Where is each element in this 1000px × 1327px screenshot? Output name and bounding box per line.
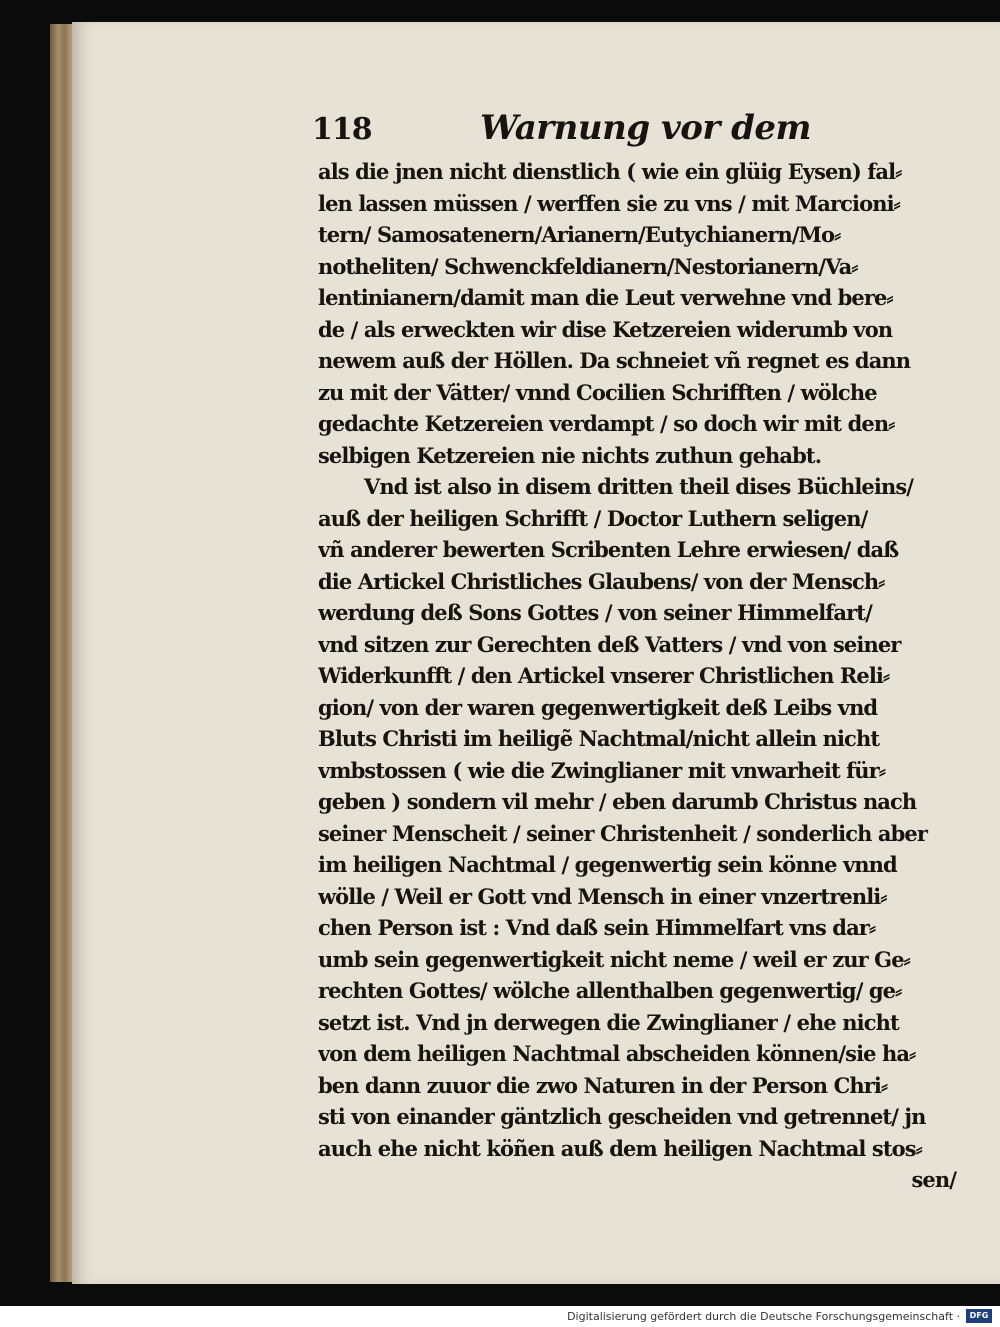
paragraph-start-line: Vnd ist also in disem dritten theil dises Büchleins/ [364, 474, 914, 499]
text-line: als die jnen nicht dienstlich ( wie ein glüig Eysen) fal⸗ [318, 159, 902, 184]
dfg-logo-icon: DFG [966, 1309, 992, 1323]
text-line: setzt ist. Vnd jn derwegen die Zwinglianer / ehe nicht [318, 1009, 899, 1035]
text-line: auß der heiligen Schrifft / Doctor Luthern seligen/ [318, 505, 868, 531]
footer-credit: Digitalisierung gefördert durch die Deutsche Forschungsgemeinschaft · [567, 1310, 960, 1323]
running-title: Warnung vor dem [480, 108, 812, 148]
text-line: chen Person ist : Vnd daß sein Himmelfart vns dar⸗ [318, 915, 876, 940]
page-number: 118 [312, 112, 372, 147]
text-line: umb sein gegenwertigkeit nicht neme / weil er zur Ge⸗ [318, 946, 910, 972]
text-line: wölle / Weil er Gott vnd Mensch in einer vnzertrenli⸗ [318, 883, 887, 909]
text-line: notheliten/ Schwenckfeldianern/Nestorianern/Va⸗ [318, 253, 858, 279]
text-line: gion/ von der waren gegenwertigkeit deß Leibs vnd [318, 694, 878, 720]
text-line: vnd sitzen zur Gerechten deß Vatters / vnd von seiner [318, 631, 901, 657]
text-line: gedachte Ketzereien verdampt / so doch wir mit den⸗ [318, 411, 895, 436]
text-line: lentinianern/damit man die Leut verwehne vnd bere⸗ [318, 285, 893, 310]
text-line: sti von einander gäntzlich gescheiden vnd getrennet/ jn [318, 1104, 926, 1129]
text-line: werdung deß Sons Gottes / von seiner Himmelfart/ [318, 600, 872, 625]
text-line: seiner Menscheit / seiner Christenheit / sonderlich aber [318, 820, 928, 846]
book-page-edge [50, 24, 74, 1282]
text-line: len lassen müssen / werffen sie zu vns / mit Marcioni⸗ [318, 190, 900, 216]
text-line: geben ) sondern vil mehr / eben darumb Christus nach [318, 789, 917, 814]
text-line: von dem heiligen Nachtmal abscheiden können/sie ha⸗ [318, 1041, 916, 1066]
text-line: tern/ Samosatenern/Arianern/Eutychianern/Mo⸗ [318, 222, 841, 247]
text-line: de / als erweckten wir dise Ketzereien widerumb von [318, 316, 893, 342]
text-line: zu mit der Vätter/ vnnd Cocilien Schrifften / wölche [318, 379, 877, 405]
digitization-footer [0, 1306, 1000, 1327]
text-line: ben dann zuuor die zwo Naturen in der Person Chri⸗ [318, 1072, 888, 1098]
text-line: selbigen Ketzereien nie nichts zuthun gehabt. [318, 442, 822, 468]
text-line: rechten Gottes/ wölche allenthalben gegenwertig/ ge⸗ [318, 978, 902, 1003]
text-line: auch ehe nicht köñen auß dem heiligen Nachtmal stos⸗ [318, 1135, 922, 1161]
page-header [312, 104, 832, 154]
catchword-line: sen/ [911, 1167, 956, 1192]
text-line: vmbstossen ( wie die Zwinglianer mit vnwarheit für⸗ [318, 757, 885, 783]
text-line: Bluts Christi im heiligẽ Nachtmal/nicht allein nicht [318, 726, 880, 751]
text-line: die Artickel Christliches Glaubens/ von der Mensch⸗ [318, 568, 885, 594]
text-line: vñ anderer bewerten Scribenten Lehre erwiesen/ daß [318, 537, 899, 562]
text-line: im heiligen Nachtmal / gegenwertig sein könne vnnd [318, 852, 897, 877]
text-line: newem auß der Höllen. Da schneiet vñ regnet es dann [318, 348, 911, 373]
body-text [318, 156, 968, 1196]
text-line: Widerkunfft / den Artickel vnserer Christlichen Reli⸗ [318, 663, 890, 688]
